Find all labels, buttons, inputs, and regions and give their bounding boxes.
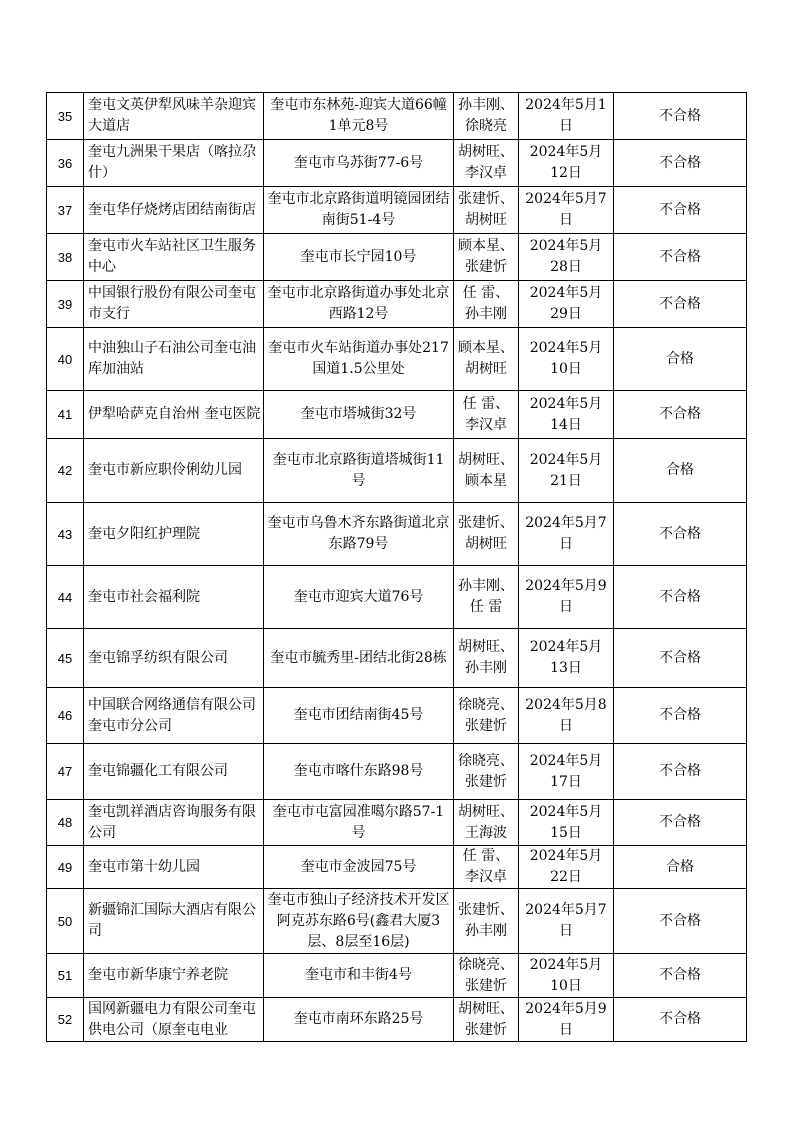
unit-address: 奎屯市北京路街道塔城街11号	[264, 439, 454, 503]
row-number: 42	[47, 439, 84, 503]
result: 不合格	[614, 234, 747, 281]
table-row	[47, 998, 747, 1042]
row-number: 43	[47, 503, 84, 566]
row-number: 41	[47, 391, 84, 439]
table-row	[47, 889, 747, 954]
inspection-date: 2024年5月22日	[519, 846, 614, 889]
result: 不合格	[614, 187, 747, 234]
inspection-date: 2024年5月9日	[519, 998, 614, 1042]
unit-address: 奎屯市毓秀里-团结北街28栋	[264, 629, 454, 688]
row-number: 44	[47, 566, 84, 629]
unit-name: 奎屯凯祥酒店咨询服务有限公司	[84, 800, 264, 846]
unit-name: 伊犁哈萨克自治州 奎屯医院	[84, 391, 264, 439]
inspection-date: 2024年5月21日	[519, 439, 614, 503]
unit-address: 奎屯市团结南街45号	[264, 688, 454, 744]
result: 不合格	[614, 629, 747, 688]
unit-name: 中国联合网络通信有限公司奎屯市分公司	[84, 688, 264, 744]
unit-name: 新疆锦汇国际大酒店有限公司	[84, 889, 264, 954]
row-number: 37	[47, 187, 84, 234]
unit-name: 奎屯市第十幼儿园	[84, 846, 264, 889]
unit-address: 奎屯市和丰街4号	[264, 954, 454, 998]
inspection-date: 2024年5月10日	[519, 328, 614, 391]
inspectors: 任 雷、李汉卓	[454, 846, 519, 889]
result: 不合格	[614, 889, 747, 954]
table-row	[47, 744, 747, 800]
table-row	[47, 140, 747, 187]
table-row	[47, 439, 747, 503]
unit-name: 中国银行股份有限公司奎屯市支行	[84, 281, 264, 328]
result: 合格	[614, 439, 747, 503]
row-number: 49	[47, 846, 84, 889]
row-number: 35	[47, 93, 84, 140]
unit-address: 奎屯市独山子经济技术开发区阿克苏东路6号(鑫君大厦3层、8层至16层)	[264, 889, 454, 954]
row-number: 38	[47, 234, 84, 281]
inspectors: 张建忻、胡树旺	[454, 187, 519, 234]
table-row	[47, 954, 747, 998]
unit-name: 奎屯市新应职伶俐幼儿园	[84, 439, 264, 503]
result: 不合格	[614, 93, 747, 140]
inspectors: 徐晓亮、张建忻	[454, 688, 519, 744]
table-row	[47, 566, 747, 629]
row-number: 39	[47, 281, 84, 328]
inspection-date: 2024年5月13日	[519, 629, 614, 688]
inspection-date: 2024年5月8日	[519, 688, 614, 744]
inspection-date: 2024年5月28日	[519, 234, 614, 281]
result: 不合格	[614, 800, 747, 846]
result: 不合格	[614, 998, 747, 1042]
unit-name: 奎屯锦疆化工有限公司	[84, 744, 264, 800]
unit-address: 奎屯市乌苏街77-6号	[264, 140, 454, 187]
inspectors: 胡树旺、张建忻	[454, 998, 519, 1042]
row-number: 51	[47, 954, 84, 998]
unit-name: 奎屯市社会福利院	[84, 566, 264, 629]
table-row	[47, 629, 747, 688]
unit-address: 奎屯市长宁园10号	[264, 234, 454, 281]
table-body	[47, 93, 747, 1042]
inspection-date: 2024年5月7日	[519, 889, 614, 954]
row-number: 47	[47, 744, 84, 800]
result: 不合格	[614, 744, 747, 800]
inspectors: 张建忻、孙丰刚	[454, 889, 519, 954]
inspection-date: 2024年5月1日	[519, 93, 614, 140]
inspection-date: 2024年5月12日	[519, 140, 614, 187]
inspection-date: 2024年5月9日	[519, 566, 614, 629]
unit-address: 奎屯市南环东路25号	[264, 998, 454, 1042]
inspectors: 任 雷、李汉卓	[454, 391, 519, 439]
row-number: 45	[47, 629, 84, 688]
table-row	[47, 93, 747, 140]
unit-name: 中油独山子石油公司奎屯油库加油站	[84, 328, 264, 391]
row-number: 50	[47, 889, 84, 954]
inspectors: 胡树旺、李汉卓	[454, 140, 519, 187]
unit-address: 奎屯市东林苑-迎宾大道66幢1单元8号	[264, 93, 454, 140]
result: 合格	[614, 328, 747, 391]
unit-address: 奎屯市北京路街道明镜园团结南街51-4号	[264, 187, 454, 234]
inspection-date: 2024年5月7日	[519, 187, 614, 234]
inspection-date: 2024年5月14日	[519, 391, 614, 439]
inspection-date: 2024年5月7日	[519, 503, 614, 566]
unit-address: 奎屯市塔城街32号	[264, 391, 454, 439]
unit-address: 奎屯市北京路街道办事处北京西路12号	[264, 281, 454, 328]
table-row	[47, 688, 747, 744]
table-row	[47, 503, 747, 566]
row-number: 46	[47, 688, 84, 744]
inspectors: 顾本星、胡树旺	[454, 328, 519, 391]
result: 不合格	[614, 954, 747, 998]
inspectors: 胡树旺、孙丰刚	[454, 629, 519, 688]
inspectors: 胡树旺、王海波	[454, 800, 519, 846]
result: 不合格	[614, 140, 747, 187]
inspectors: 孙丰刚、徐晓亮	[454, 93, 519, 140]
unit-name: 奎屯市新华康宁养老院	[84, 954, 264, 998]
unit-address: 奎屯市迎宾大道76号	[264, 566, 454, 629]
result: 不合格	[614, 566, 747, 629]
inspectors: 徐晓亮、张建忻	[454, 954, 519, 998]
unit-name: 奎屯文英伊犁风味羊杂迎宾大道店	[84, 93, 264, 140]
unit-name: 奎屯九洲果干果店（喀拉尕什）	[84, 140, 264, 187]
inspectors: 张建忻、胡树旺	[454, 503, 519, 566]
row-number: 40	[47, 328, 84, 391]
row-number: 48	[47, 800, 84, 846]
unit-name: 奎屯夕阳红护理院	[84, 503, 264, 566]
unit-name: 奎屯华仔烧烤店团结南街店	[84, 187, 264, 234]
unit-name: 奎屯锦孚纺织有限公司	[84, 629, 264, 688]
table-row	[47, 187, 747, 234]
result: 不合格	[614, 281, 747, 328]
inspection-date: 2024年5月10日	[519, 954, 614, 998]
inspection-date: 2024年5月17日	[519, 744, 614, 800]
table-row	[47, 281, 747, 328]
result: 合格	[614, 846, 747, 889]
unit-address: 奎屯市喀什东路98号	[264, 744, 454, 800]
unit-address: 奎屯市乌鲁木齐东路街道北京东路79号	[264, 503, 454, 566]
row-number: 52	[47, 998, 84, 1042]
result: 不合格	[614, 503, 747, 566]
inspection-date: 2024年5月15日	[519, 800, 614, 846]
inspectors: 顾本星、张建忻	[454, 234, 519, 281]
inspectors: 孙丰刚、任 雷	[454, 566, 519, 629]
unit-address: 奎屯市屯富园准噶尔路57-1号	[264, 800, 454, 846]
unit-name: 奎屯市火车站社区卫生服务中心	[84, 234, 264, 281]
table-row	[47, 800, 747, 846]
unit-address: 奎屯市金波园75号	[264, 846, 454, 889]
table-row	[47, 846, 747, 889]
row-number: 36	[47, 140, 84, 187]
unit-name: 国网新疆电力有限公司奎屯供电公司（原奎屯电业	[84, 998, 264, 1042]
inspectors: 胡树旺、顾本星	[454, 439, 519, 503]
inspectors: 徐晓亮、张建忻	[454, 744, 519, 800]
inspection-table	[46, 92, 747, 1042]
result: 不合格	[614, 688, 747, 744]
table-row	[47, 391, 747, 439]
inspectors: 任 雷、孙丰刚	[454, 281, 519, 328]
unit-address: 奎屯市火车站街道办事处217国道1.5公里处	[264, 328, 454, 391]
table-row	[47, 234, 747, 281]
inspection-date: 2024年5月29日	[519, 281, 614, 328]
result: 不合格	[614, 391, 747, 439]
table-row	[47, 328, 747, 391]
